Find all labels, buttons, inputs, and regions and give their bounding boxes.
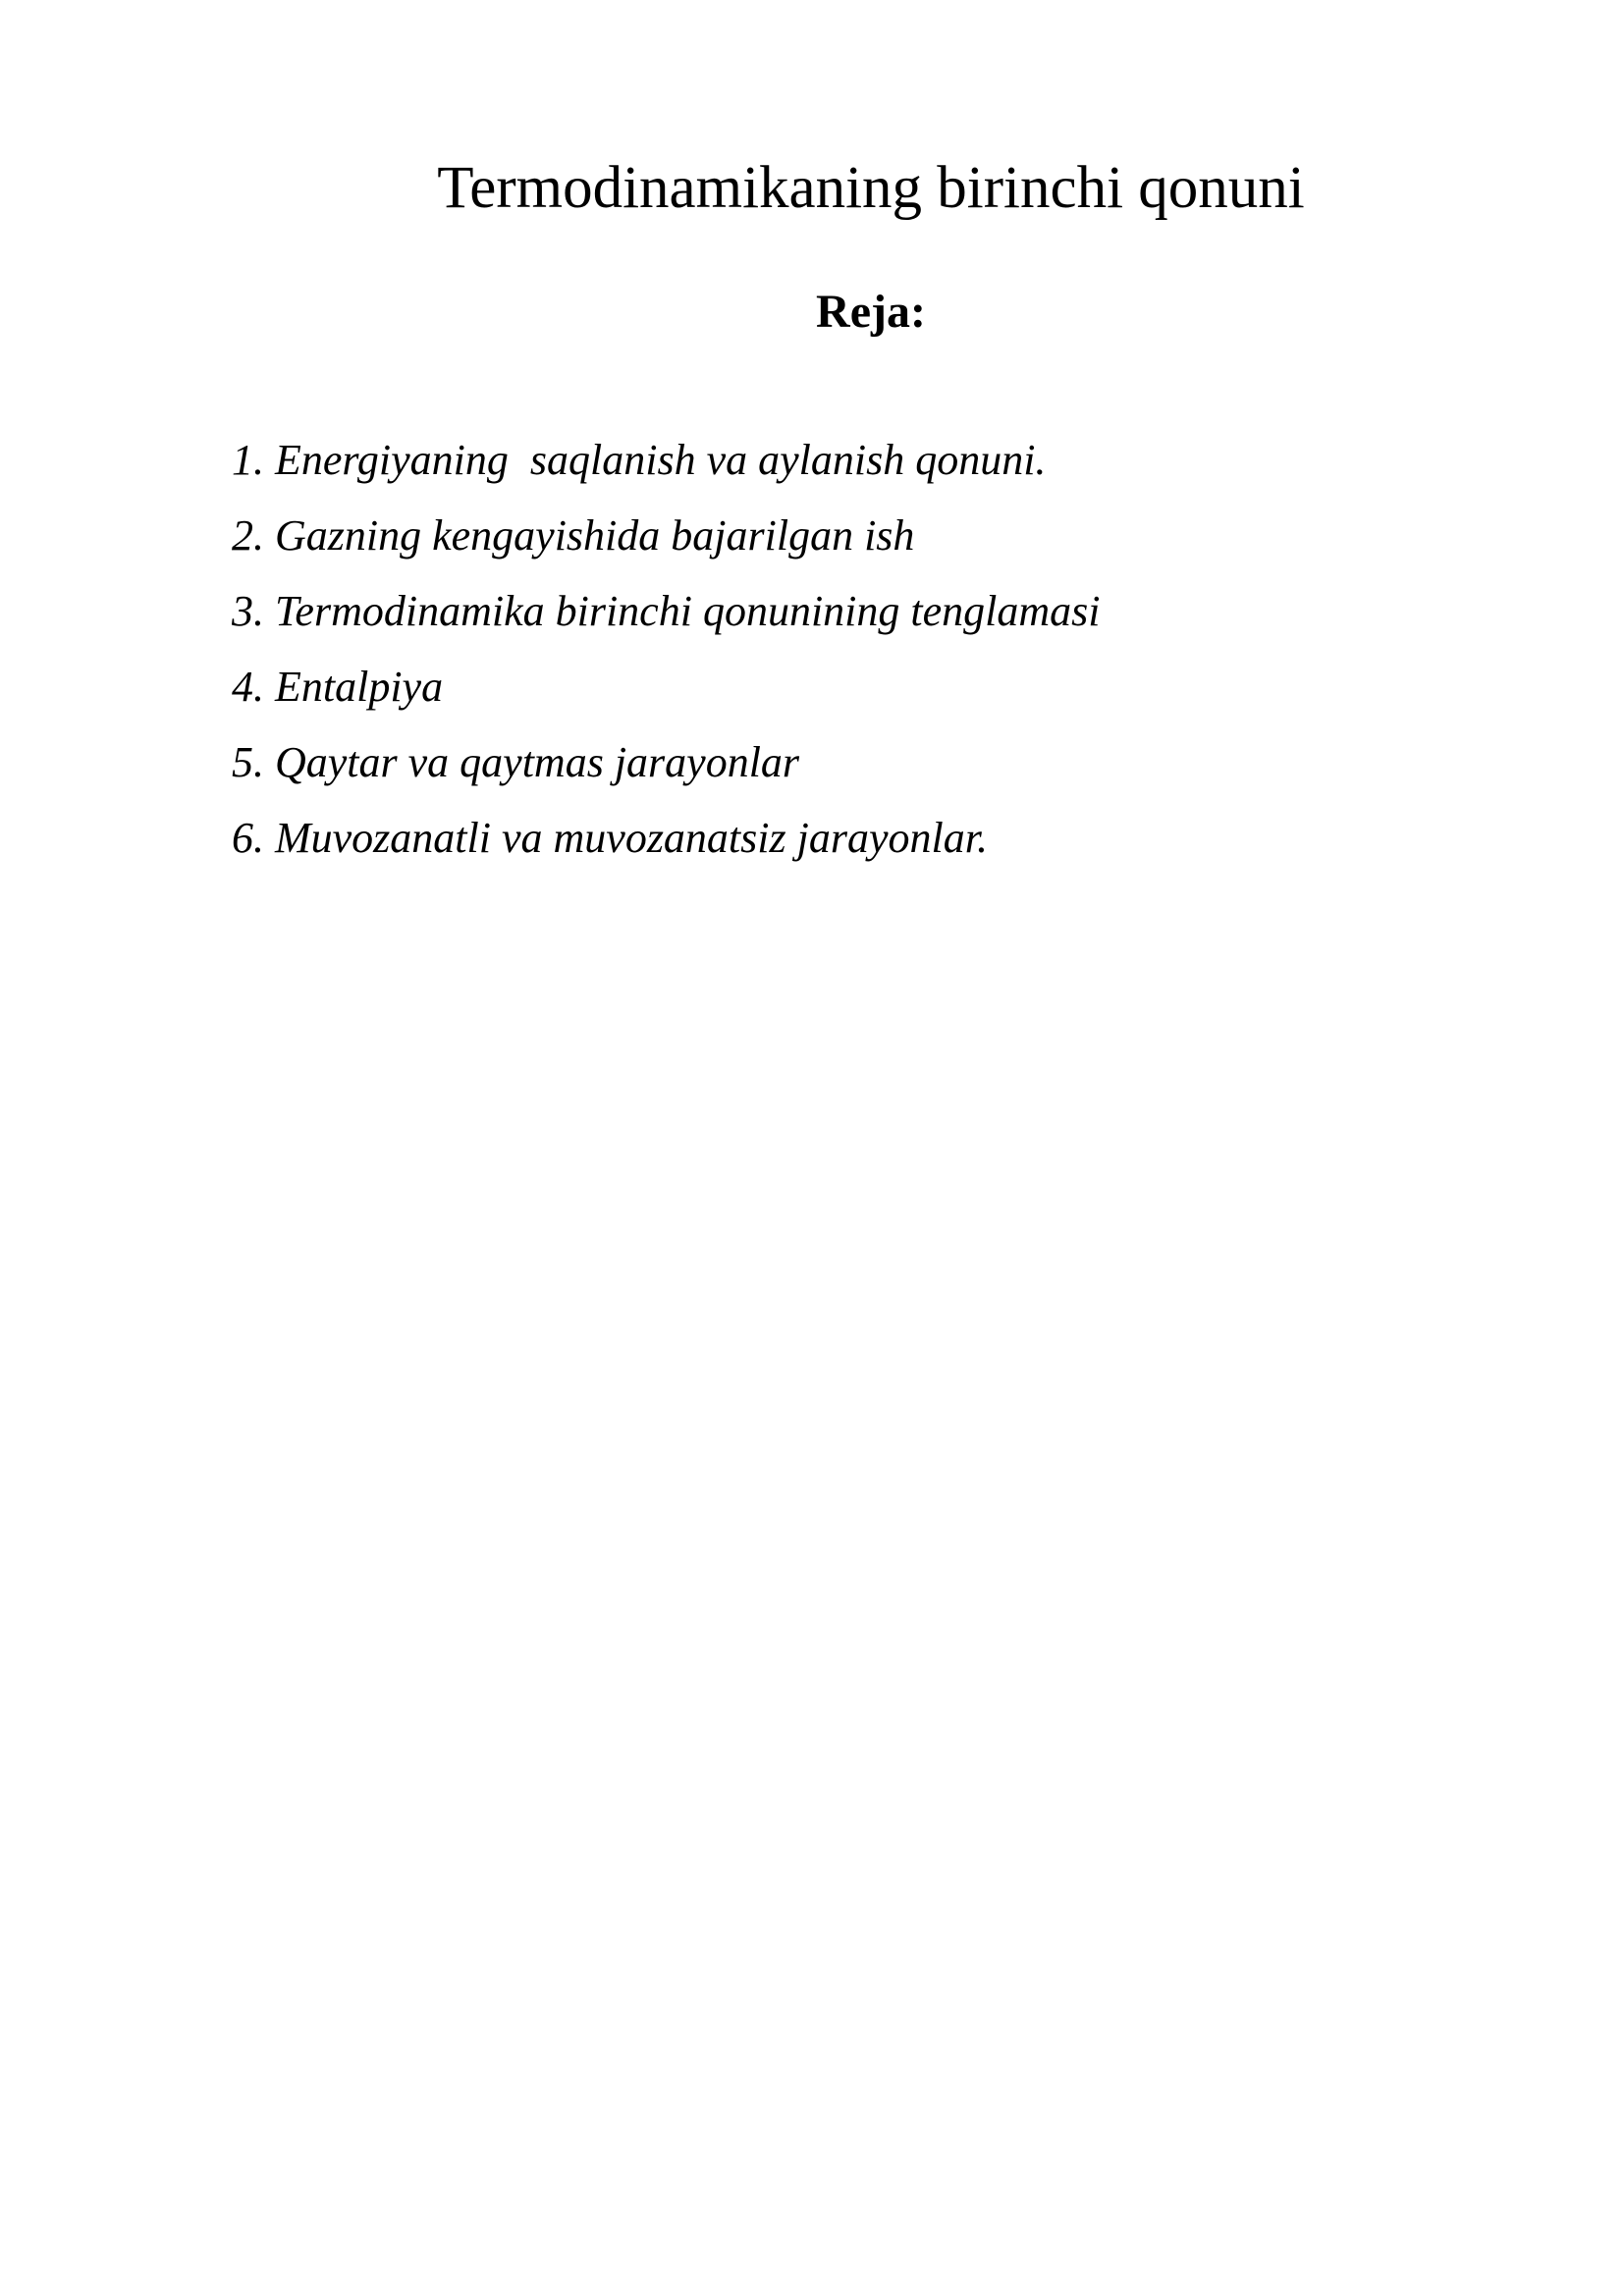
plan-item-3: 3. Termodinamika birinchi qonunining tenglamasi [232,587,1101,635]
plan-item-5: 5. Qaytar va qaytmas jarayonlar [232,738,800,786]
plan-item-2: 2. Gazning kengayishida bajarilgan ish [232,511,915,560]
plan-item-1: 1. Energiyaning saqlanish va aylanish qonuni. [232,436,1047,484]
plan-item-6: 6. Muvozanatli va muvozanatsiz jarayonlar. [232,814,988,862]
plan-list [232,422,1101,876]
plan-heading: Reja: [816,286,926,338]
document-title: Termodinamikaning birinchi qonuni [437,155,1305,221]
plan-item-4: 4. Entalpiya [232,663,444,711]
